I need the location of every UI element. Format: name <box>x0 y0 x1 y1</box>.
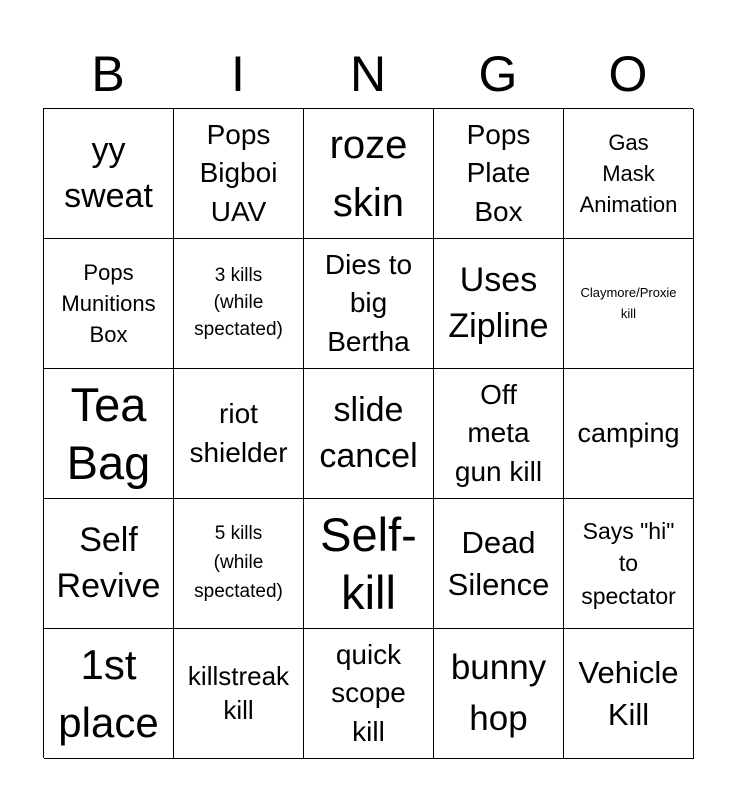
cell-label: roze skin <box>329 122 408 225</box>
header-letter-i: I <box>231 46 245 102</box>
bingo-cell[interactable] <box>174 499 304 629</box>
cell-label: yy sweat <box>64 131 153 215</box>
cell-label: Off meta gun kill <box>454 378 543 487</box>
cell-label: 1st place <box>58 641 159 746</box>
header-letter-o: O <box>608 46 648 102</box>
cell-label: 5 kills (while spectated) <box>194 523 283 602</box>
bingo-cell[interactable] <box>304 109 434 239</box>
cell-label: Claymore/Proxie kill <box>580 285 677 321</box>
cell-label: bunny hop <box>450 647 547 738</box>
bingo-cell[interactable] <box>564 629 694 759</box>
bingo-board <box>43 108 693 758</box>
header-letter-b: B <box>91 46 125 102</box>
bingo-cell[interactable] <box>174 239 304 369</box>
cell-label: Dead Silence <box>447 525 550 602</box>
bingo-cell[interactable] <box>434 239 564 369</box>
bingo-cell[interactable] <box>434 499 564 629</box>
bingo-cell[interactable] <box>304 629 434 759</box>
cell-label: Gas Mask Animation <box>579 129 678 218</box>
cell-label: camping <box>577 417 680 448</box>
cell-label: 3 kills (while spectated) <box>194 265 283 340</box>
header-letter-g: G <box>478 46 518 102</box>
bingo-cell[interactable] <box>564 499 694 629</box>
cell-label: Uses Zipline <box>448 261 549 345</box>
cell-label: Tea Bag <box>66 378 151 489</box>
cell-label: quick scope kill <box>331 638 406 747</box>
cell-label: Dies to big Bertha <box>324 248 413 357</box>
bingo-cell[interactable] <box>174 109 304 239</box>
cell-label: Pops Plate Box <box>466 118 531 227</box>
bingo-cell[interactable] <box>44 239 174 369</box>
bingo-cell[interactable] <box>304 239 434 369</box>
cell-label: killstreak kill <box>187 660 290 725</box>
bingo-cell[interactable] <box>44 629 174 759</box>
cell-label: Self Revive <box>56 521 161 605</box>
bingo-cell[interactable] <box>44 499 174 629</box>
cell-label: slide cancel <box>319 391 418 475</box>
cell-label: Self- kill <box>320 508 417 619</box>
bingo-cell[interactable] <box>564 109 694 239</box>
bingo-cell[interactable] <box>434 629 564 759</box>
bingo-header <box>43 40 693 108</box>
bingo-cell[interactable] <box>174 369 304 499</box>
bingo-cell[interactable] <box>44 109 174 239</box>
bingo-cell[interactable] <box>564 369 694 499</box>
cell-label: riot shielder <box>189 397 288 468</box>
cell-label: Says "hi" to spectator <box>581 517 676 609</box>
header-letter-n: N <box>349 46 387 102</box>
cell-label: Pops Munitions Box <box>61 259 156 348</box>
bingo-cell[interactable] <box>434 369 564 499</box>
bingo-cell[interactable] <box>304 369 434 499</box>
bingo-cell[interactable] <box>44 369 174 499</box>
bingo-cell[interactable] <box>304 499 434 629</box>
bingo-cell[interactable] <box>434 109 564 239</box>
cell-label: Pops Bigboi UAV <box>199 118 278 227</box>
bingo-cell[interactable] <box>564 239 694 369</box>
cell-label: Vehicle Kill <box>578 655 679 732</box>
bingo-cell[interactable] <box>174 629 304 759</box>
